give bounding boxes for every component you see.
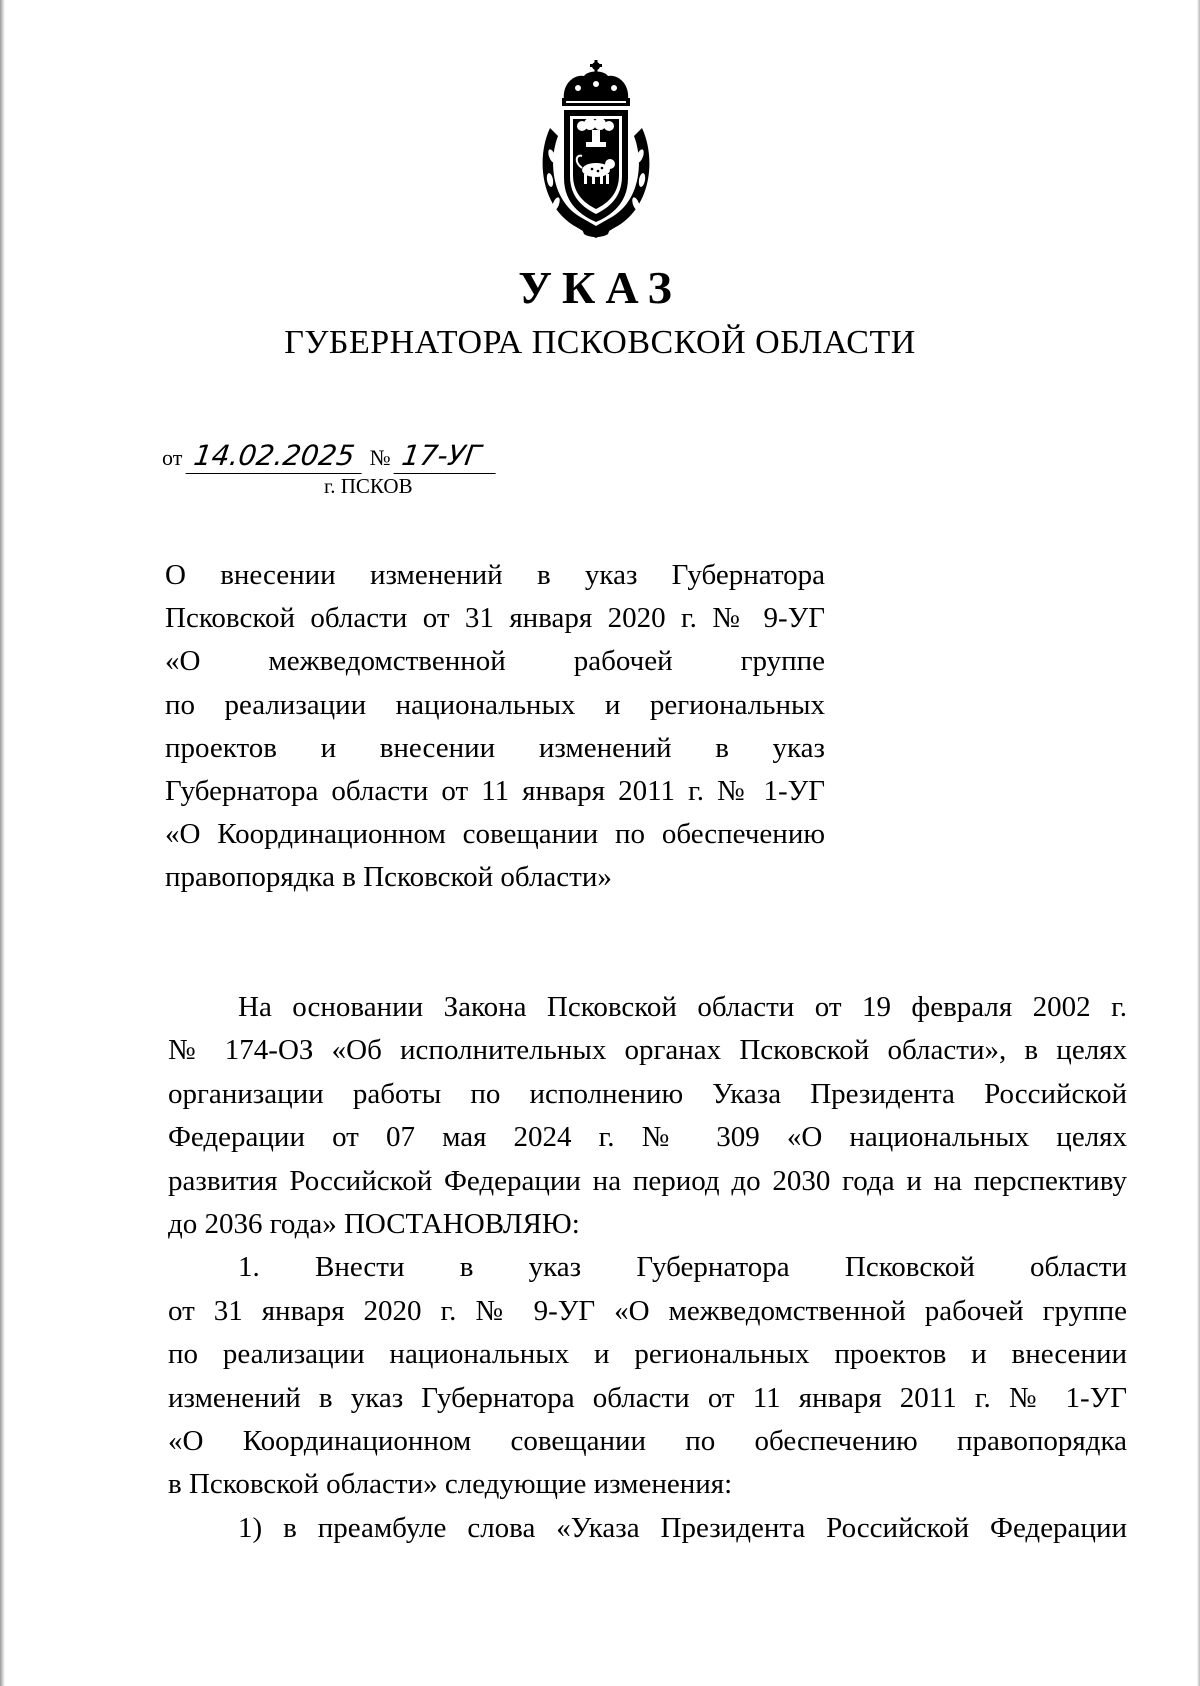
document-issuer: ГУБЕРНАТОРА ПСКОВСКОЙ ОБЛАСТИ <box>284 324 916 361</box>
subject-line: правопорядка в Псковской области» <box>165 861 612 894</box>
scan-edge-left <box>0 0 5 1686</box>
body-line: Федерации от 07 мая 2024 г. № 309 «О национальных целях <box>168 1121 1127 1154</box>
date-prefix: от <box>162 445 183 470</box>
body-line: 1) в преамбуле слова «Указа Президента Российской Федерации <box>238 1511 1127 1544</box>
body-line: до 2036 года» ПОСТАНОВЛЯЮ: <box>168 1207 580 1240</box>
subject-line: О внесении изменений в указ Губернатора <box>165 559 825 591</box>
subject-line: «О Координационном совещании по обеспечению <box>165 818 825 851</box>
subject-line: проектов и внесении изменений в указ <box>165 731 825 764</box>
subject-line: по реализации национальных и региональных <box>165 688 825 721</box>
body-line: № 174-ОЗ «Об исполнительных органах Псковской области», в целях <box>168 1034 1127 1067</box>
handwritten-number: 17-УГ <box>394 439 501 474</box>
body-line: по реализации национальных и региональных проектов и внесении <box>168 1338 1127 1371</box>
body-line: организации работы по исполнению Указа Президента Российской <box>168 1077 1127 1110</box>
subject-line: Губернатора области от 11 января 2011 г. № 1-УГ <box>165 774 825 807</box>
body-line: от 31 января 2020 г. № 9-УГ «О межведомственной рабочей группе <box>168 1294 1127 1327</box>
document-title: УКАЗ <box>518 262 682 313</box>
body-line: «О Координационном совещании по обеспечению правопорядка <box>168 1424 1127 1457</box>
body-line: 1. Внести в указ Губернатора Псковской области <box>238 1251 1127 1284</box>
coat-of-arms-icon <box>526 58 666 240</box>
body-line: развития Российской Федерации на период до 2030 года и на перспективу <box>168 1164 1127 1197</box>
number-prefix: № <box>369 445 391 470</box>
document-city: г. ПСКОВ <box>324 474 413 498</box>
subject-line: Псковской области от 31 января 2020 г. № 9-УГ <box>165 602 825 635</box>
subject-line: «О межведомственной рабочей группе <box>165 645 825 678</box>
document-subject <box>165 554 825 900</box>
body-line: изменений в указ Губернатора области от 11 января 2011 г. № 1-УГ <box>168 1381 1127 1414</box>
document-body <box>168 986 1127 1550</box>
body-line: На основании Закона Псковской области от 19 февраля 2002 г. <box>238 991 1127 1023</box>
body-line: в Псковской области» следующие изменения: <box>168 1468 733 1501</box>
handwritten-date: 14.02.2025 <box>185 439 366 474</box>
